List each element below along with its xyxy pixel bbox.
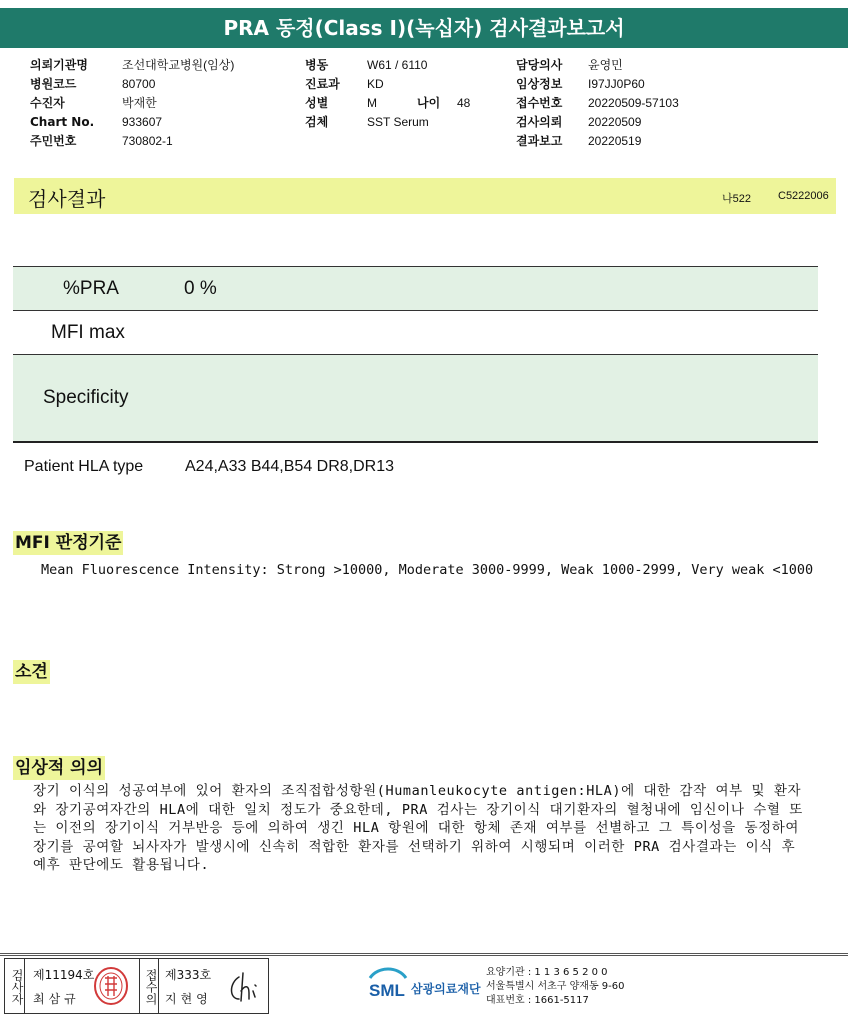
- mfi-criteria-text: Mean Fluorescence Intensity: Strong >10000, Moderate 3000-9999, Weak 1000-2999, Very weak <1000: [41, 562, 814, 578]
- clinical-significance-heading: 임상적 의의: [15, 758, 104, 778]
- info-row-report-date: [516, 132, 679, 151]
- sml-logo-text: SML: [369, 981, 405, 1000]
- examiner-license: 제11194호: [33, 968, 95, 982]
- info-row-clinical-info: [516, 75, 679, 94]
- info-row-department: [305, 75, 470, 94]
- info-row-institution: [30, 56, 234, 75]
- info-row-request-date: [516, 113, 679, 132]
- info-value: 933607: [122, 115, 163, 129]
- org-phone: 대표번호 : 1661-5117: [486, 995, 589, 1006]
- age-value: 48: [457, 96, 471, 110]
- info-row-specimen: [305, 113, 470, 132]
- result-table: [13, 266, 818, 443]
- report-title: PRA 동정(Class I)(녹십자) 검사결과보고서: [0, 8, 848, 48]
- examiner-label: 검사자: [5, 959, 25, 1013]
- info-label: 접수번호: [516, 96, 563, 110]
- info-row-sex-age: [305, 94, 470, 113]
- footer-divider: [0, 953, 848, 956]
- info-label: 진료과: [305, 77, 340, 91]
- age-label: 나이: [417, 96, 441, 110]
- info-value: 박재한: [122, 96, 157, 110]
- info-label: 주민번호: [30, 134, 77, 148]
- receiver-license: 제333호: [165, 968, 212, 982]
- result-test-code: C5222006: [778, 190, 829, 202]
- info-label: 결과보고: [516, 134, 563, 148]
- info-value: 윤영민: [588, 58, 623, 72]
- info-row-patient-name: [30, 94, 234, 113]
- result-heading: 검사결과: [28, 187, 106, 211]
- info-value: 20220509-57103: [588, 96, 679, 110]
- info-row-receipt-no: [516, 94, 679, 113]
- patient-info-col3: [516, 56, 679, 151]
- mfi-criteria-heading: MFI 판정기준: [15, 533, 122, 553]
- result-heading-bar: [14, 178, 836, 214]
- handwritten-signature-icon: [225, 969, 265, 1007]
- org-code: 요양기관 : 1 1 3 6 5 2 0 0: [486, 967, 608, 978]
- org-address: 서울특별시 서초구 양재동 9-60: [486, 981, 625, 992]
- info-value: 20220519: [588, 134, 642, 148]
- pra-label: %PRA: [63, 278, 119, 299]
- info-label: 검체: [305, 115, 329, 129]
- patient-hla-value: A24,A33 B44,B54 DR8,DR13: [185, 458, 395, 475]
- signature-box: [4, 958, 269, 1014]
- info-row-resident-no: [30, 132, 234, 151]
- receiver-name: 지현영: [165, 992, 212, 1006]
- info-label: 병원코드: [30, 77, 77, 91]
- info-label: Chart No.: [30, 115, 95, 129]
- info-value: SST Serum: [367, 115, 429, 129]
- receiver-label: 접수의: [139, 959, 159, 1013]
- pra-row: [13, 266, 818, 310]
- info-label: 담당의사: [516, 58, 563, 72]
- info-label: 수진자: [30, 96, 65, 110]
- org-info: [486, 966, 625, 1008]
- info-label: 의뢰기관명: [30, 58, 88, 72]
- info-row-chart-no: [30, 113, 234, 132]
- info-label: 성별: [305, 96, 329, 110]
- info-value: I97JJ0P60: [588, 77, 645, 91]
- info-value: 730802-1: [122, 134, 173, 148]
- info-value: 80700: [122, 77, 156, 91]
- patient-info-col2: [305, 56, 470, 132]
- examiner-name: 최삼규: [33, 992, 80, 1006]
- info-value: M: [367, 96, 377, 110]
- info-label: 임상정보: [516, 77, 563, 91]
- clinical-significance-text: 장기 이식의 성공여부에 있어 환자의 조직접합성항원(Humanleukocyte antigen:HLA)에 대한 감작 여부 및 환자와 장기공여자간의 HLA에 대한 일치 정도가 중요한데, PRA 검사는 장기이식 대기환자의 혈청내에 임신이나 수혈 또는 이전의 장기이식 거부반응 등에 의하여 생긴 HLA 항원에 대한 항체 존재 여부를 선별하고 그 특이성을 동정하여 장기를 공여할 뇌사자가 발생시에 신속히 적합한 환자를 선택하기 위하여 시행되며 이러한 PRA 검사결과는 이식 후 예후 판단에도 활용됩니다.: [33, 783, 803, 873]
- mfi-max-row: [13, 310, 818, 354]
- patient-info-col1: [30, 56, 234, 151]
- info-label: 병동: [305, 58, 329, 72]
- info-value: KD: [367, 77, 384, 91]
- info-value: 20220509: [588, 115, 642, 129]
- info-row-doctor: [516, 56, 679, 75]
- specificity-label: Specificity: [43, 387, 129, 408]
- seal-stamp-icon: [93, 966, 129, 1006]
- result-code: 나522: [722, 193, 751, 205]
- mfi-max-label: MFI max: [51, 322, 125, 343]
- info-label: 검사의뢰: [516, 115, 563, 129]
- org-name: 삼광의료재단: [411, 982, 481, 996]
- info-value: 조선대학교병원(임상): [122, 58, 235, 72]
- info-row-hospital-code: [30, 75, 234, 94]
- info-value: W61 / 6110: [367, 58, 428, 72]
- info-row-ward: [305, 56, 470, 75]
- patient-hla-label: Patient HLA type: [24, 458, 144, 475]
- specificity-row: [13, 354, 818, 443]
- sml-logo-icon: [364, 964, 410, 1004]
- findings-heading: 소견: [15, 662, 48, 682]
- pra-value: 0 %: [184, 278, 217, 299]
